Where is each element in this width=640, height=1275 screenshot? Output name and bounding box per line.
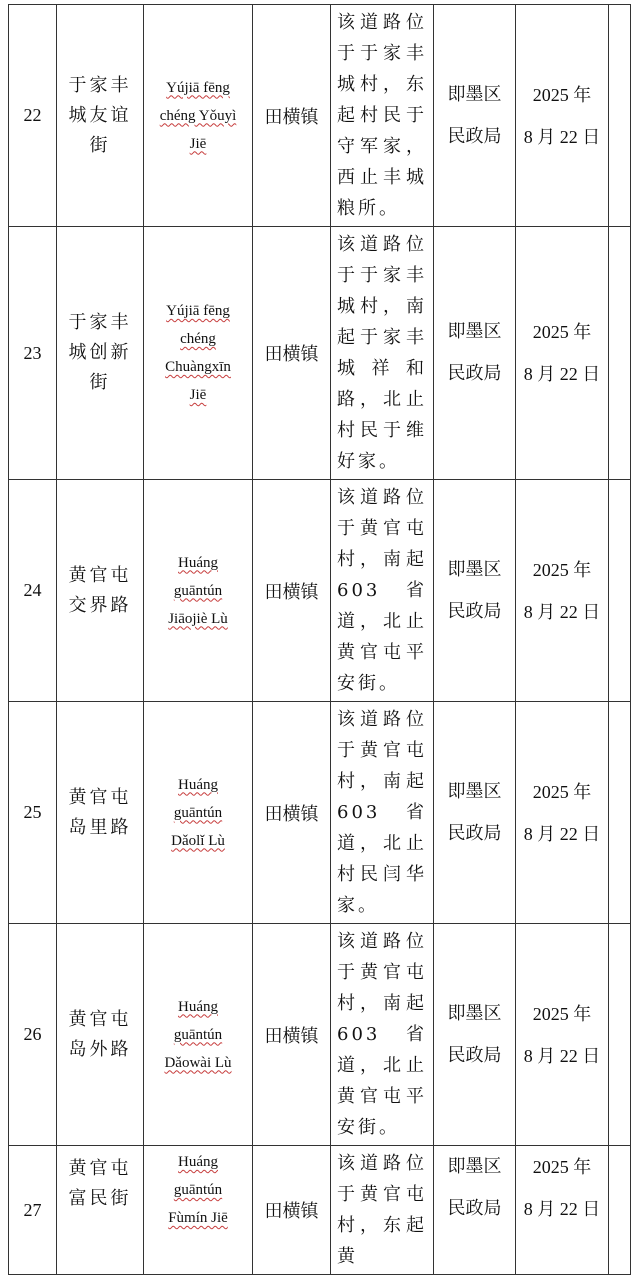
row-number: 24 — [9, 480, 57, 702]
road-name-table — [8, 4, 631, 1275]
remarks-cell — [609, 1146, 631, 1275]
approval-date: 2025 年 8 月 22 日 — [516, 5, 609, 227]
town-name: 田横镇 — [253, 5, 331, 227]
approval-date: 2025 年 8 月 22 日 — [516, 702, 609, 924]
approval-date: 2025 年 8 月 22 日 — [516, 480, 609, 702]
town-name: 田横镇 — [253, 702, 331, 924]
road-name: 黄官屯岛外路 — [57, 924, 144, 1146]
road-description: 该道路位于黄官屯村，南起603省道，北止村民闫华家。 — [331, 702, 434, 924]
approving-authority: 即墨区 民政局 — [434, 480, 516, 702]
approving-authority: 即墨区 民政局 — [434, 227, 516, 480]
table-row — [9, 924, 631, 1146]
row-number: 26 — [9, 924, 57, 1146]
road-name: 黄官屯富民街 — [57, 1146, 144, 1275]
town-name: 田横镇 — [253, 227, 331, 480]
road-description: 该道路位于黄官屯村，南起603省道，北止黄官屯平安街。 — [331, 480, 434, 702]
remarks-cell — [609, 5, 631, 227]
town-name: 田横镇 — [253, 924, 331, 1146]
remarks-cell — [609, 227, 631, 480]
table-row — [9, 5, 631, 227]
road-pinyin: Yújiā fēng chéng Yǒuyì Jiē — [144, 5, 253, 227]
row-number: 25 — [9, 702, 57, 924]
approval-date: 2025 年 8 月 22 日 — [516, 1146, 609, 1275]
approval-date: 2025 年 8 月 22 日 — [516, 227, 609, 480]
approving-authority: 即墨区 民政局 — [434, 924, 516, 1146]
row-number: 27 — [9, 1146, 57, 1275]
road-description: 该道路位于黄官屯村，南起603省道，北止黄官屯平安街。 — [331, 924, 434, 1146]
road-description: 该道路位于黄官屯村，东起黄 — [331, 1146, 434, 1275]
approval-date: 2025 年 8 月 22 日 — [516, 924, 609, 1146]
table-row — [9, 480, 631, 702]
town-name: 田横镇 — [253, 480, 331, 702]
road-name: 黄官屯交界路 — [57, 480, 144, 702]
road-description: 该道路位于于家丰城村，东起村民于守军家，西止丰城粮所。 — [331, 5, 434, 227]
remarks-cell — [609, 480, 631, 702]
row-number: 22 — [9, 5, 57, 227]
remarks-cell — [609, 924, 631, 1146]
road-name: 黄官屯岛里路 — [57, 702, 144, 924]
road-description: 该道路位于于家丰城村，南起于家丰城祥和路，北止村民于维好家。 — [331, 227, 434, 480]
table-row — [9, 227, 631, 480]
road-pinyin: Huáng guāntún Fùmín Jiē — [144, 1146, 253, 1275]
road-pinyin: Yújiā fēng chéng Chuàngxīn Jiē — [144, 227, 253, 480]
town-name: 田横镇 — [253, 1146, 331, 1275]
approving-authority: 即墨区 民政局 — [434, 702, 516, 924]
road-pinyin: Huáng guāntún Jiāojiè Lù — [144, 480, 253, 702]
approving-authority: 即墨区 民政局 — [434, 1146, 516, 1275]
road-pinyin: Huáng guāntún Dǎolǐ Lù — [144, 702, 253, 924]
road-name: 于家丰城友谊街 — [57, 5, 144, 227]
row-number: 23 — [9, 227, 57, 480]
table-row — [9, 702, 631, 924]
table-row — [9, 1146, 631, 1275]
remarks-cell — [609, 702, 631, 924]
road-name: 于家丰城创新街 — [57, 227, 144, 480]
approving-authority: 即墨区 民政局 — [434, 5, 516, 227]
road-pinyin: Huáng guāntún Dǎowài Lù — [144, 924, 253, 1146]
